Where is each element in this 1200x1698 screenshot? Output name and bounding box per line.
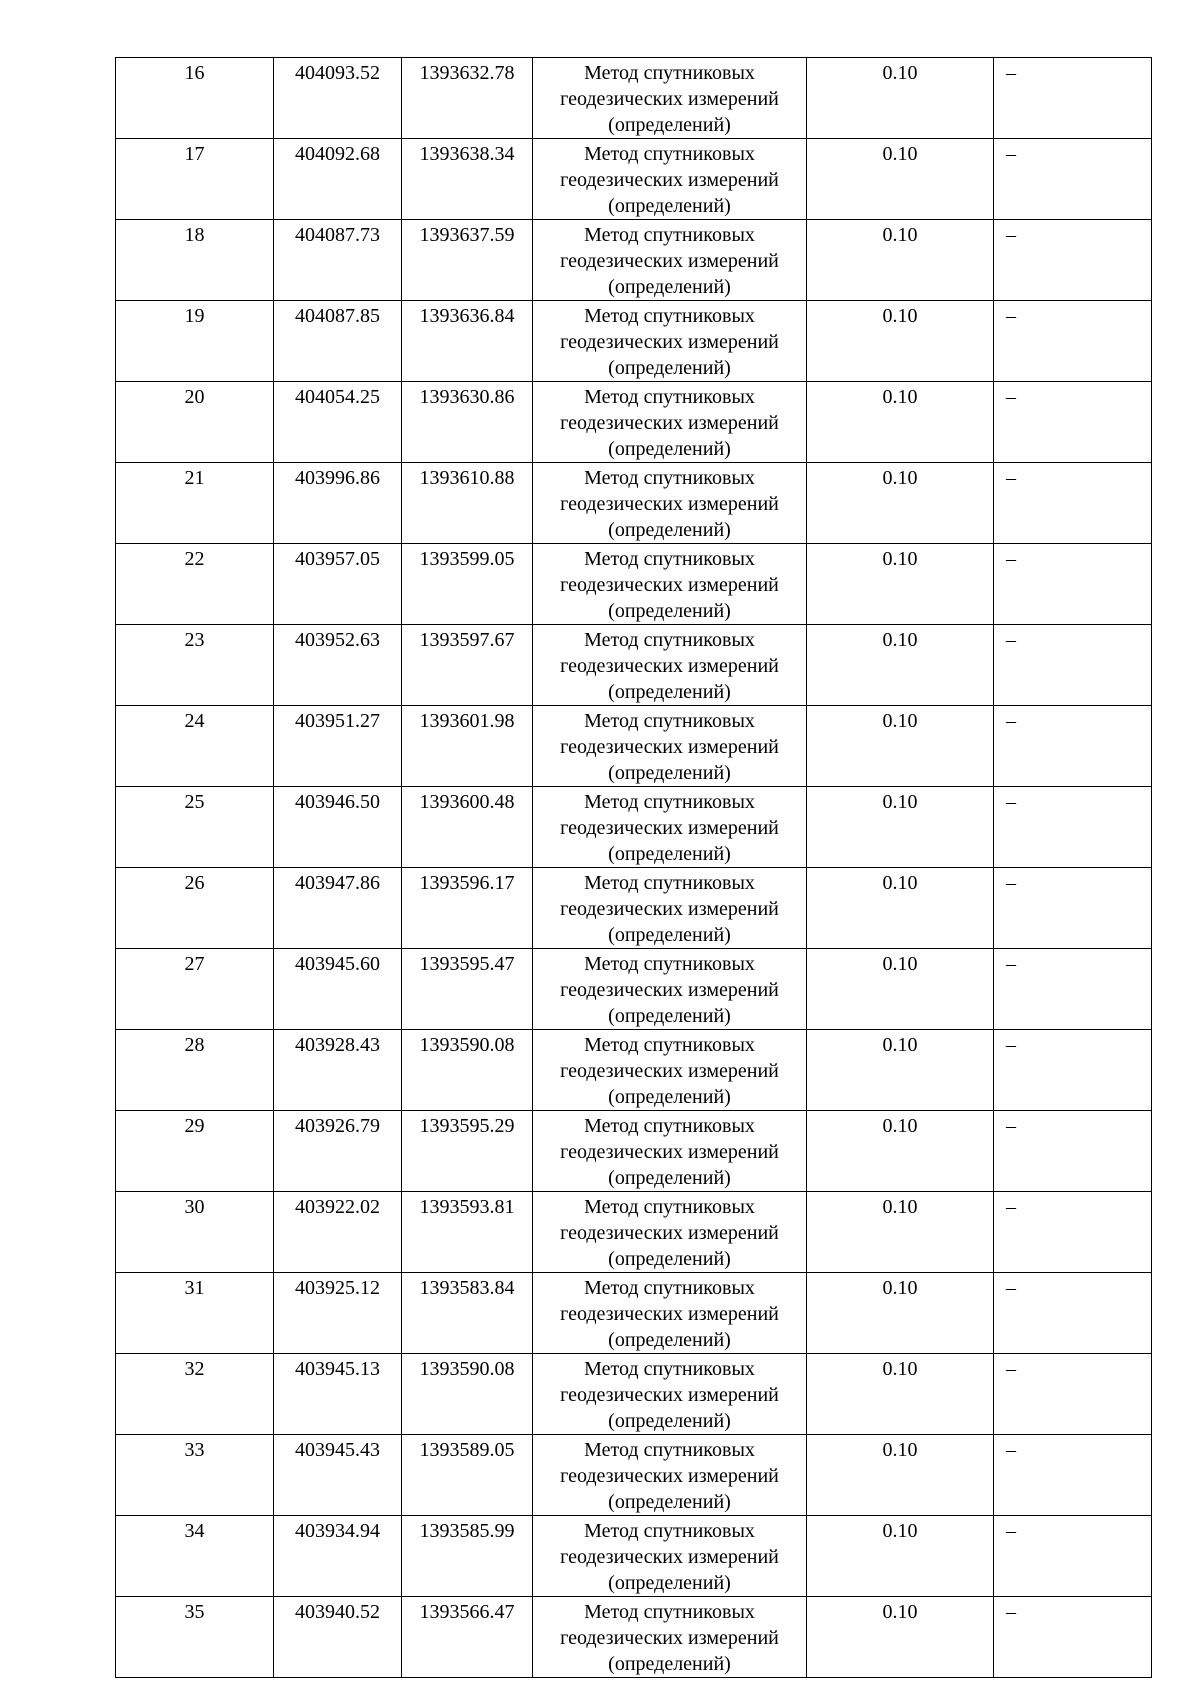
coordinate-y-cell: 1393595.29 (402, 1111, 533, 1192)
accuracy-cell: 0.10 (807, 1516, 994, 1597)
point-number-cell: 20 (116, 382, 274, 463)
coordinate-x-cell: 403946.50 (274, 787, 402, 868)
point-number-cell: 23 (116, 625, 274, 706)
accuracy-cell: 0.10 (807, 1273, 994, 1354)
table-row (116, 868, 1152, 949)
method-cell: Метод спутниковых геодезических измерений (определений) (533, 220, 807, 301)
coordinate-y-cell: 1393596.17 (402, 868, 533, 949)
coordinate-x-cell: 403945.43 (274, 1435, 402, 1516)
table-row (116, 139, 1152, 220)
note-cell: – (994, 1354, 1152, 1435)
method-cell: Метод спутниковых геодезических измерений (определений) (533, 544, 807, 625)
note-cell: – (994, 1030, 1152, 1111)
note-cell: – (994, 1516, 1152, 1597)
coordinate-y-cell: 1393589.05 (402, 1435, 533, 1516)
coordinate-x-cell: 403928.43 (274, 1030, 402, 1111)
coordinate-x-cell: 403925.12 (274, 1273, 402, 1354)
method-cell: Метод спутниковых геодезических измерений (определений) (533, 382, 807, 463)
point-number-cell: 27 (116, 949, 274, 1030)
point-number-cell: 24 (116, 706, 274, 787)
coordinate-y-cell: 1393599.05 (402, 544, 533, 625)
accuracy-cell: 0.10 (807, 382, 994, 463)
accuracy-cell: 0.10 (807, 706, 994, 787)
note-cell: – (994, 220, 1152, 301)
coordinate-y-cell: 1393638.34 (402, 139, 533, 220)
point-number-cell: 21 (116, 463, 274, 544)
coordinate-y-cell: 1393585.99 (402, 1516, 533, 1597)
coordinate-x-cell: 404054.25 (274, 382, 402, 463)
point-number-cell: 17 (116, 139, 274, 220)
note-cell: – (994, 382, 1152, 463)
method-cell: Метод спутниковых геодезических измерений (определений) (533, 949, 807, 1030)
accuracy-cell: 0.10 (807, 1192, 994, 1273)
method-cell: Метод спутниковых геодезических измерений (определений) (533, 301, 807, 382)
coordinates-table-body (116, 58, 1152, 1678)
table-row (116, 220, 1152, 301)
method-cell: Метод спутниковых геодезических измерений (определений) (533, 706, 807, 787)
method-cell: Метод спутниковых геодезических измерений (определений) (533, 139, 807, 220)
method-cell: Метод спутниковых геодезических измерений (определений) (533, 787, 807, 868)
method-cell: Метод спутниковых геодезических измерений (определений) (533, 1435, 807, 1516)
note-cell: – (994, 58, 1152, 139)
point-number-cell: 29 (116, 1111, 274, 1192)
accuracy-cell: 0.10 (807, 1354, 994, 1435)
table-row (116, 1273, 1152, 1354)
coordinate-y-cell: 1393590.08 (402, 1030, 533, 1111)
method-cell: Метод спутниковых геодезических измерений (определений) (533, 625, 807, 706)
coordinate-x-cell: 403940.52 (274, 1597, 402, 1678)
table-row (116, 1435, 1152, 1516)
note-cell: – (994, 544, 1152, 625)
note-cell: – (994, 625, 1152, 706)
accuracy-cell: 0.10 (807, 1030, 994, 1111)
coordinate-y-cell: 1393610.88 (402, 463, 533, 544)
note-cell: – (994, 1111, 1152, 1192)
coordinate-y-cell: 1393595.47 (402, 949, 533, 1030)
method-cell: Метод спутниковых геодезических измерений (определений) (533, 1597, 807, 1678)
accuracy-cell: 0.10 (807, 463, 994, 544)
coordinate-x-cell: 404093.52 (274, 58, 402, 139)
point-number-cell: 18 (116, 220, 274, 301)
table-row (116, 1354, 1152, 1435)
table-row (116, 949, 1152, 1030)
coordinate-x-cell: 403926.79 (274, 1111, 402, 1192)
table-row (116, 1597, 1152, 1678)
point-number-cell: 28 (116, 1030, 274, 1111)
coordinate-y-cell: 1393597.67 (402, 625, 533, 706)
coordinates-table (115, 57, 1152, 1678)
note-cell: – (994, 1273, 1152, 1354)
method-cell: Метод спутниковых геодезических измерений (определений) (533, 1192, 807, 1273)
method-cell: Метод спутниковых геодезических измерений (определений) (533, 1354, 807, 1435)
point-number-cell: 22 (116, 544, 274, 625)
note-cell: – (994, 1435, 1152, 1516)
coordinate-y-cell: 1393566.47 (402, 1597, 533, 1678)
accuracy-cell: 0.10 (807, 220, 994, 301)
coordinate-x-cell: 403952.63 (274, 625, 402, 706)
accuracy-cell: 0.10 (807, 949, 994, 1030)
note-cell: – (994, 868, 1152, 949)
table-row (116, 706, 1152, 787)
point-number-cell: 30 (116, 1192, 274, 1273)
method-cell: Метод спутниковых геодезических измерений (определений) (533, 463, 807, 544)
table-row (116, 625, 1152, 706)
point-number-cell: 32 (116, 1354, 274, 1435)
coordinate-y-cell: 1393601.98 (402, 706, 533, 787)
method-cell: Метод спутниковых геодезических измерений (определений) (533, 1516, 807, 1597)
table-row (116, 1111, 1152, 1192)
point-number-cell: 26 (116, 868, 274, 949)
note-cell: – (994, 463, 1152, 544)
coordinate-y-cell: 1393632.78 (402, 58, 533, 139)
point-number-cell: 25 (116, 787, 274, 868)
accuracy-cell: 0.10 (807, 139, 994, 220)
accuracy-cell: 0.10 (807, 868, 994, 949)
coordinate-y-cell: 1393590.08 (402, 1354, 533, 1435)
table-row (116, 301, 1152, 382)
coordinate-x-cell: 403945.60 (274, 949, 402, 1030)
coordinate-x-cell: 403934.94 (274, 1516, 402, 1597)
coordinate-x-cell: 403957.05 (274, 544, 402, 625)
method-cell: Метод спутниковых геодезических измерений (определений) (533, 1273, 807, 1354)
point-number-cell: 16 (116, 58, 274, 139)
coordinate-y-cell: 1393637.59 (402, 220, 533, 301)
table-row (116, 787, 1152, 868)
note-cell: – (994, 1597, 1152, 1678)
point-number-cell: 33 (116, 1435, 274, 1516)
accuracy-cell: 0.10 (807, 1597, 994, 1678)
table-row (116, 463, 1152, 544)
table-row (116, 1030, 1152, 1111)
accuracy-cell: 0.10 (807, 1111, 994, 1192)
note-cell: – (994, 706, 1152, 787)
accuracy-cell: 0.10 (807, 787, 994, 868)
method-cell: Метод спутниковых геодезических измерений (определений) (533, 1030, 807, 1111)
method-cell: Метод спутниковых геодезических измерений (определений) (533, 868, 807, 949)
note-cell: – (994, 1192, 1152, 1273)
point-number-cell: 19 (116, 301, 274, 382)
note-cell: – (994, 787, 1152, 868)
coordinate-x-cell: 403951.27 (274, 706, 402, 787)
coordinate-y-cell: 1393583.84 (402, 1273, 533, 1354)
coordinate-y-cell: 1393636.84 (402, 301, 533, 382)
accuracy-cell: 0.10 (807, 544, 994, 625)
accuracy-cell: 0.10 (807, 1435, 994, 1516)
method-cell: Метод спутниковых геодезических измерений (определений) (533, 1111, 807, 1192)
accuracy-cell: 0.10 (807, 625, 994, 706)
table-row (116, 58, 1152, 139)
coordinate-x-cell: 403945.13 (274, 1354, 402, 1435)
table-row (116, 1192, 1152, 1273)
coordinate-x-cell: 403947.86 (274, 868, 402, 949)
note-cell: – (994, 949, 1152, 1030)
coordinate-x-cell: 404087.73 (274, 220, 402, 301)
coordinate-x-cell: 403996.86 (274, 463, 402, 544)
point-number-cell: 34 (116, 1516, 274, 1597)
table-row (116, 1516, 1152, 1597)
table-row (116, 544, 1152, 625)
coordinate-y-cell: 1393600.48 (402, 787, 533, 868)
point-number-cell: 31 (116, 1273, 274, 1354)
method-cell: Метод спутниковых геодезических измерений (определений) (533, 58, 807, 139)
note-cell: – (994, 301, 1152, 382)
coordinate-x-cell: 404087.85 (274, 301, 402, 382)
coordinate-x-cell: 404092.68 (274, 139, 402, 220)
coordinate-y-cell: 1393593.81 (402, 1192, 533, 1273)
accuracy-cell: 0.10 (807, 58, 994, 139)
coordinate-x-cell: 403922.02 (274, 1192, 402, 1273)
point-number-cell: 35 (116, 1597, 274, 1678)
accuracy-cell: 0.10 (807, 301, 994, 382)
coordinate-y-cell: 1393630.86 (402, 382, 533, 463)
table-row (116, 382, 1152, 463)
note-cell: – (994, 139, 1152, 220)
